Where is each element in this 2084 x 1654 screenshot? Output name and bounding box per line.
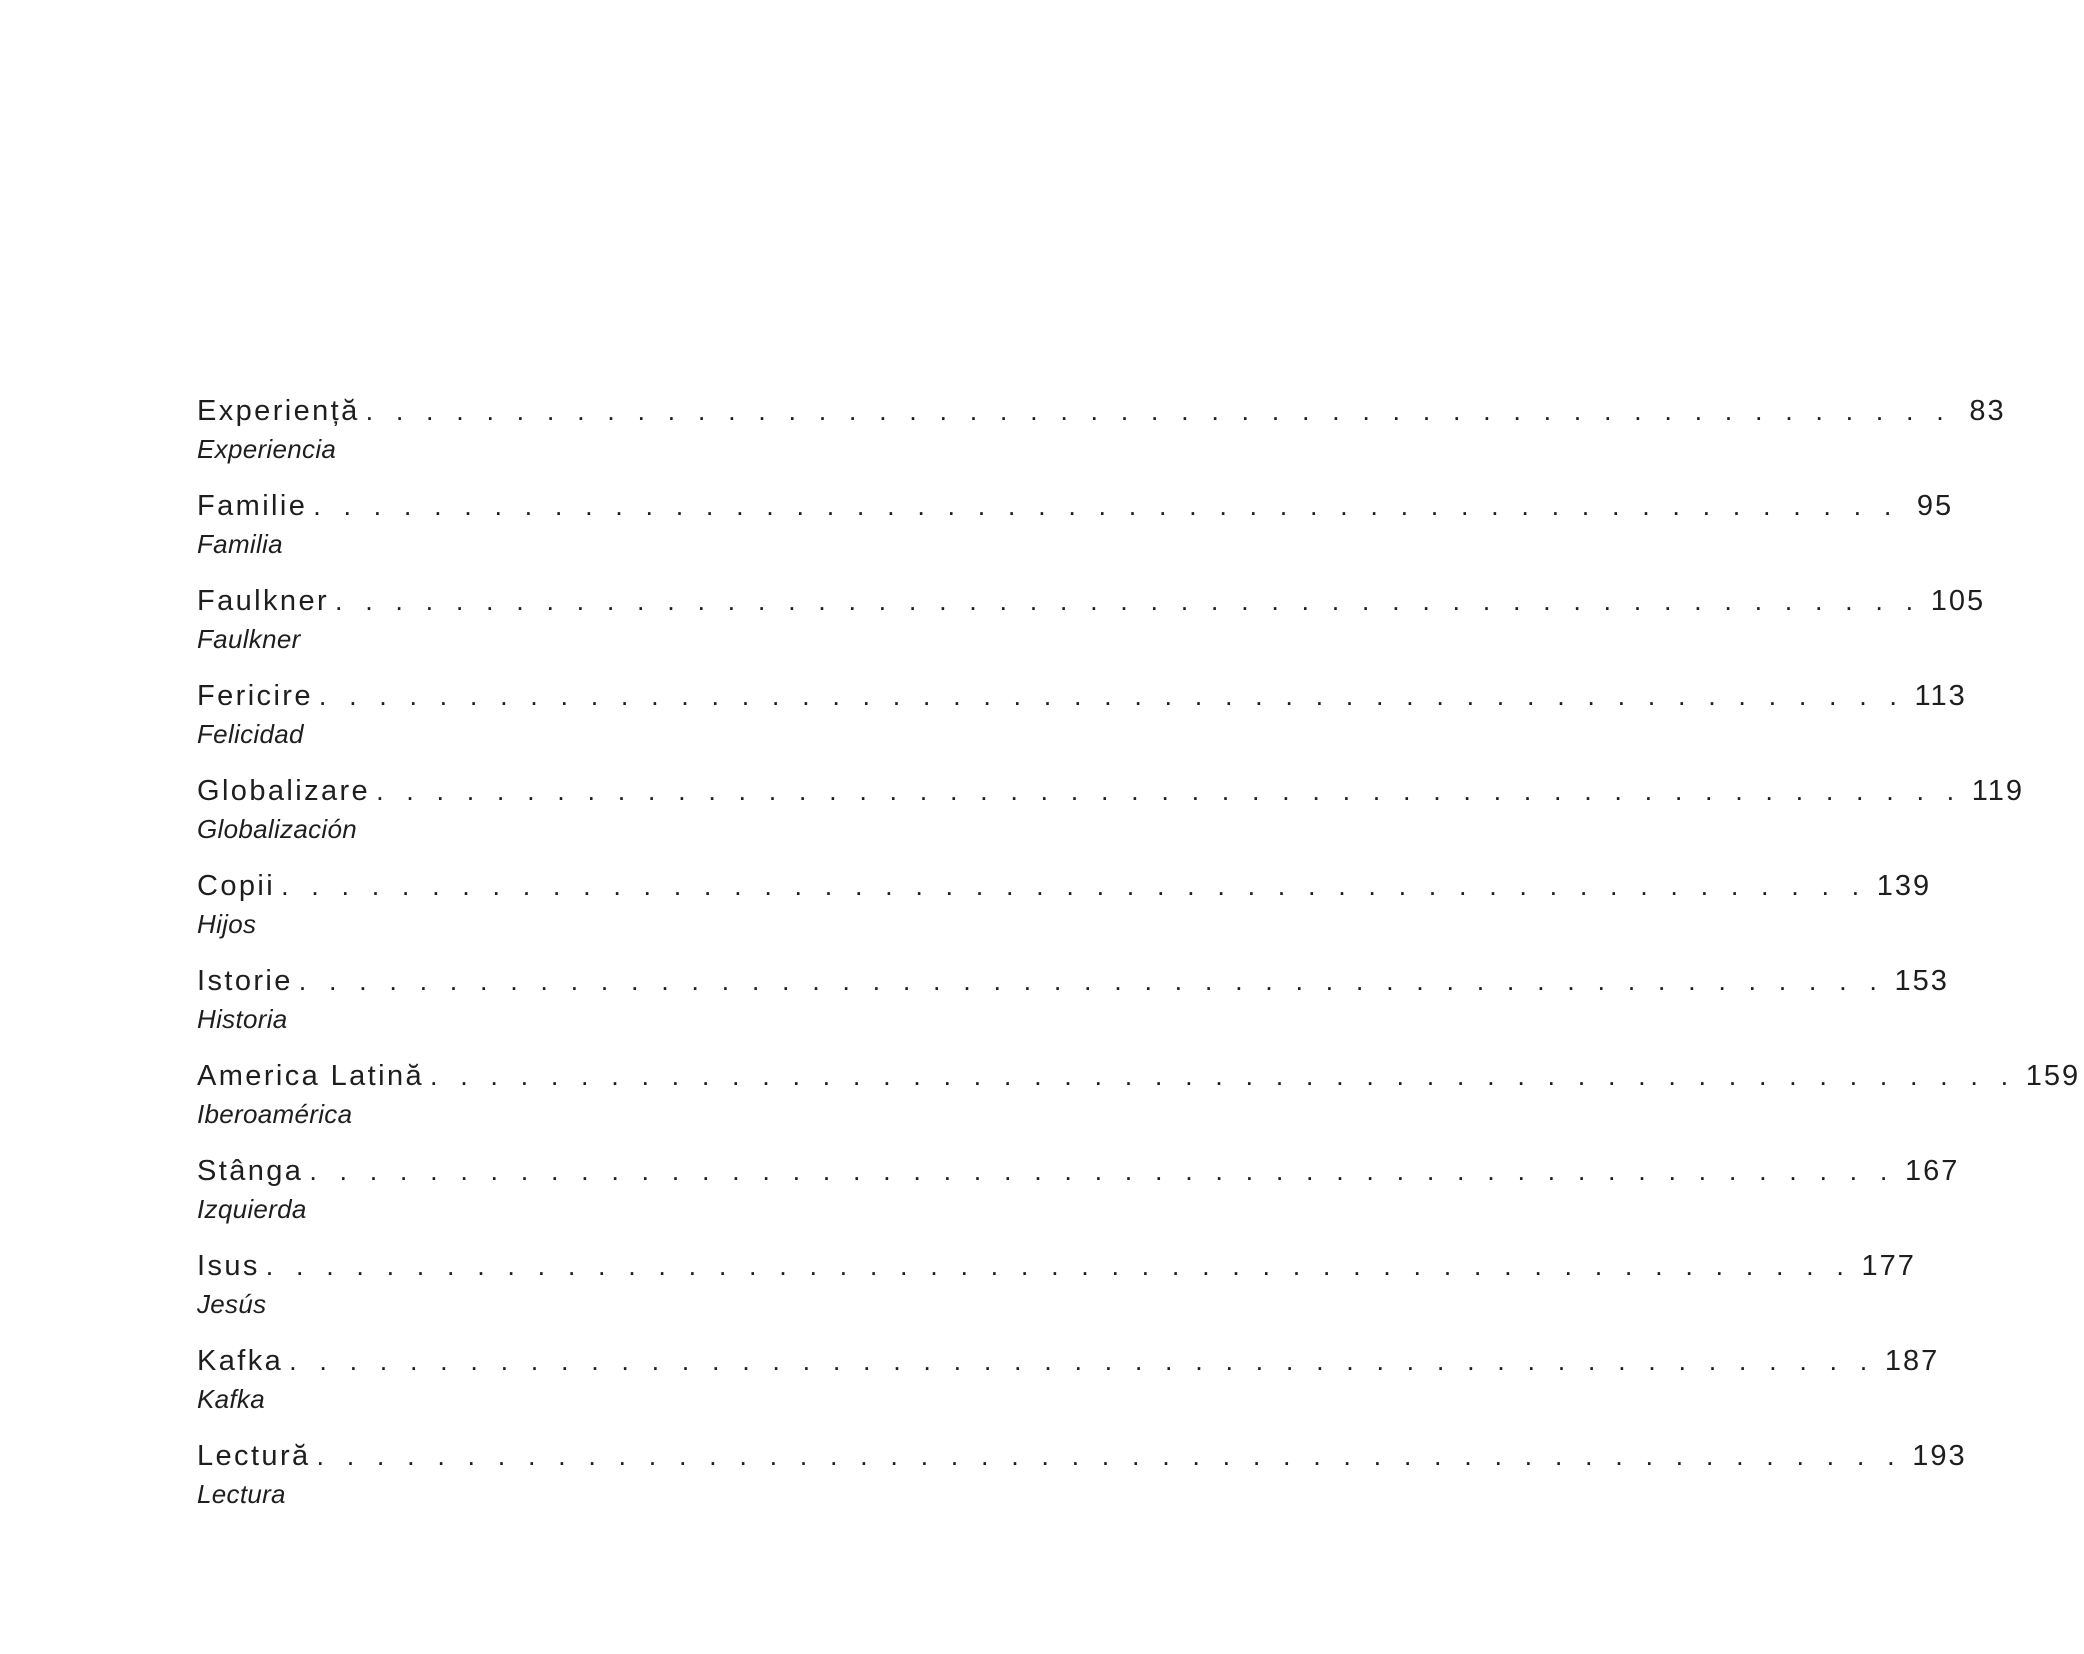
entry-subtitle: Iberoamérica [197, 1099, 353, 1129]
page-number: 139 [1876, 870, 1932, 902]
dot-leader: . . . . . . . . . . . . . . . . . . . . . . . . . . . . . . . . . . . . . . . . . . . . . . . . . . . . . [335, 586, 1921, 616]
toc-entry [197, 680, 1967, 775]
entry-title: Familie [197, 490, 308, 522]
toc-line [197, 1155, 1960, 1191]
entry-subtitle: Familia [197, 529, 283, 559]
table-of-contents [197, 395, 2081, 1535]
toc-line [197, 1250, 1916, 1286]
entry-title: Stânga [197, 1155, 304, 1187]
entry-title: Istorie [197, 965, 293, 997]
page-number: 177 [1861, 1250, 1916, 1282]
page-number: 105 [1930, 585, 1986, 617]
entry-title: Globalizare [197, 775, 371, 807]
entry-subtitle: Izquierda [197, 1194, 307, 1224]
dot-leader: . . . . . . . . . . . . . . . . . . . . . . . . . . . . . . . . . . . . . . . . . . . . . . . . . . . . . [289, 1346, 1875, 1376]
dot-leader: . . . . . . . . . . . . . . . . . . . . . . . . . . . . . . . . . . . . . . . . . . . . . . . . . . . . . [318, 681, 1905, 711]
toc-line [197, 870, 1932, 906]
toc-entry [197, 1250, 1916, 1345]
toc-entry [197, 1155, 1960, 1250]
entry-title: Kafka [197, 1345, 284, 1377]
toc-entry [197, 965, 1949, 1060]
dot-leader: . . . . . . . . . . . . . . . . . . . . . . . . . . . . . . . . . . . . . . . . . . . . . . . . . . . . . [430, 1061, 2016, 1091]
toc-entry [197, 775, 2024, 870]
toc-entry [197, 870, 1932, 965]
entry-title: Fericire [197, 680, 313, 712]
dot-leader: . . . . . . . . . . . . . . . . . . . . . . . . . . . . . . . . . . . . . . . . . . . . . . . . . . . . . [298, 966, 1885, 996]
dot-leader: . . . . . . . . . . . . . . . . . . . . . . . . . . . . . . . . . . . . . . . . . . . . . . . . . . . . . [376, 776, 1962, 806]
page-number: 83 [1969, 395, 2006, 427]
dot-leader: . . . . . . . . . . . . . . . . . . . . . . . . . . . . . . . . . . . . . . . . . . . . . . . . . . . . . [309, 1156, 1895, 1186]
page-number: 113 [1914, 680, 1967, 712]
toc-line [197, 1345, 1940, 1381]
dot-leader: . . . . . . . . . . . . . . . . . . . . . . . . . . . . . . . . . . . . . . . . . . . . . . . . . . . . . [265, 1251, 1852, 1281]
entry-title: Experiență [197, 395, 360, 427]
entry-subtitle: Kafka [197, 1384, 265, 1414]
entry-title: Lectură [197, 1440, 311, 1472]
toc-entry [197, 585, 1986, 680]
entry-subtitle: Experiencia [197, 434, 337, 464]
entry-subtitle: Felicidad [197, 719, 304, 749]
toc-line [197, 680, 1967, 716]
toc-entry [197, 1060, 2081, 1155]
dot-leader: . . . . . . . . . . . . . . . . . . . . . . . . . . . . . . . . . . . . . . . . . . . . . . . . . . . . . [281, 871, 1867, 901]
dot-leader: . . . . . . . . . . . . . . . . . . . . . . . . . . . . . . . . . . . . . . . . . . . . . . . . . . . . . [365, 396, 1952, 426]
entry-subtitle: Globalización [197, 814, 357, 844]
toc-entry [197, 395, 2006, 490]
toc-line [197, 585, 1986, 621]
entry-title: Isus [197, 1250, 260, 1282]
page-number: 187 [1884, 1345, 1940, 1377]
entry-title: Copii [197, 870, 276, 902]
page-number: 153 [1894, 965, 1949, 997]
page-number: 159 [2025, 1060, 2081, 1092]
entry-title: America Latină [197, 1060, 425, 1092]
entry-subtitle: Hijos [197, 909, 257, 939]
dot-leader: . . . . . . . . . . . . . . . . . . . . . . . . . . . . . . . . . . . . . . . . . . . . . . . . . . . . . [316, 1441, 1903, 1471]
entry-subtitle: Historia [197, 1004, 288, 1034]
entry-subtitle: Jesús [197, 1289, 267, 1319]
page-number: 193 [1912, 1440, 1967, 1472]
toc-line [197, 490, 1954, 526]
toc-line [197, 395, 2006, 431]
toc-entry [197, 490, 1954, 585]
toc-line [197, 1440, 1967, 1476]
entry-subtitle: Faulkner [197, 624, 301, 654]
toc-entry [197, 1345, 1940, 1440]
page-number: 167 [1904, 1155, 1960, 1187]
page-number: 95 [1916, 490, 1954, 522]
page-number: 119 [1971, 775, 2024, 807]
toc-line [197, 1060, 2081, 1096]
toc-line [197, 775, 2024, 811]
dot-leader: . . . . . . . . . . . . . . . . . . . . . . . . . . . . . . . . . . . . . . . . . . . . . . . . . . . . . [313, 491, 1899, 521]
entry-title: Faulkner [197, 585, 330, 617]
toc-line [197, 965, 1949, 1001]
toc-entry [197, 1440, 1967, 1535]
entry-subtitle: Lectura [197, 1479, 286, 1509]
